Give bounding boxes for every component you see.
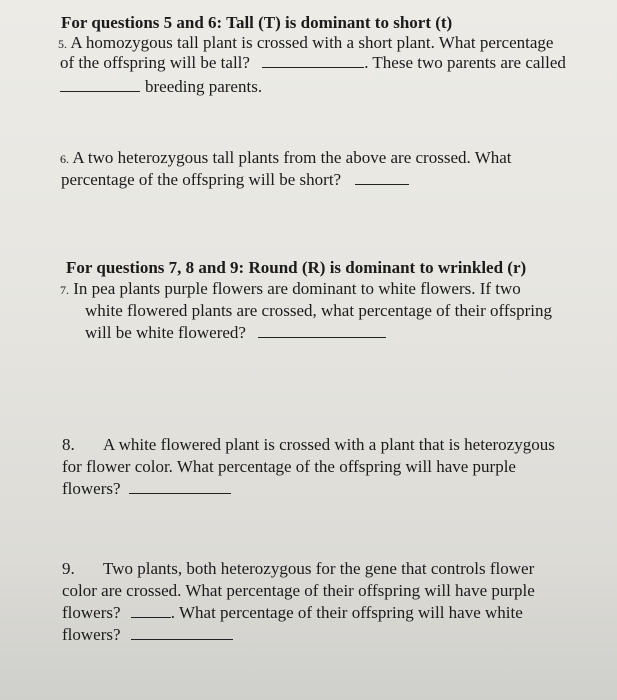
- question-8-line-3: [62, 478, 231, 499]
- question-9-line-4: [62, 624, 233, 645]
- question-6-text-2: percentage of the offspring will be short?: [61, 170, 342, 189]
- question-5-line-3: [60, 76, 262, 97]
- question-9-text-4: flowers?: [62, 625, 121, 644]
- question-8-line-1: [62, 434, 555, 455]
- question-7-line-2: white flowered plants are crossed, what percentage of their offspring: [85, 301, 553, 320]
- question-7-text-1: In pea plants purple flowers are dominant to white flowers. If two: [73, 279, 521, 298]
- question-7-text-3: will be white flowered?: [85, 323, 246, 342]
- question-8-number: 8.: [62, 435, 75, 454]
- question-8-text-3: flowers?: [62, 479, 121, 498]
- question-7-answer-blank[interactable]: [258, 323, 386, 338]
- question-5-number: 5.: [58, 37, 67, 51]
- question-6-text-1: A two heterozygous tall plants from the above are crossed. What: [72, 148, 512, 167]
- question-5-text-3: breeding parents.: [145, 77, 263, 96]
- question-5-text-2a: of the offspring will be tall?: [60, 53, 250, 72]
- question-9-number: 9.: [62, 559, 75, 578]
- question-9-answer-blank-1[interactable]: [131, 603, 171, 618]
- question-6-line-1: [60, 147, 512, 170]
- question-5-answer-blank-1[interactable]: [262, 53, 364, 68]
- question-5-line-2: [60, 52, 566, 73]
- question-5-text-1: A homozygous tall plant is crossed with a short plant. What percentage: [70, 33, 554, 52]
- question-9-line-2: color are crossed. What percentage of their offspring will have purple: [62, 581, 535, 600]
- question-9-line-1: [62, 558, 534, 579]
- question-6-answer-blank[interactable]: [355, 170, 409, 185]
- question-9-answer-blank-2[interactable]: [131, 625, 233, 640]
- question-9-text-1: Two plants, both heterozygous for the gene that controls flower: [103, 559, 535, 578]
- question-7-line-1: [60, 278, 521, 301]
- question-8-text-1: A white flowered plant is crossed with a plant that is heterozygous: [103, 435, 555, 454]
- section-heading-5-6: For questions 5 and 6: Tall (T) is dominant to short (t): [61, 13, 453, 32]
- question-7-line-3: [85, 322, 386, 343]
- question-6-number: 6.: [60, 152, 69, 166]
- section-heading-7-8-9: For questions 7, 8 and 9: Round (R) is dominant to wrinkled (r): [66, 258, 527, 277]
- question-5-answer-blank-2[interactable]: [60, 77, 140, 92]
- question-7-number: 7.: [60, 283, 69, 297]
- question-8-line-2: for flower color. What percentage of the offspring will have purple: [62, 457, 516, 476]
- question-6-line-2: [61, 169, 409, 190]
- question-9-line-3: [62, 602, 523, 623]
- question-9-text-3a: flowers?: [62, 603, 121, 622]
- question-8-answer-blank[interactable]: [129, 479, 231, 494]
- question-9-text-3b: . What percentage of their offspring will have white: [170, 603, 523, 622]
- question-5-text-2b: . These two parents are called: [364, 53, 566, 72]
